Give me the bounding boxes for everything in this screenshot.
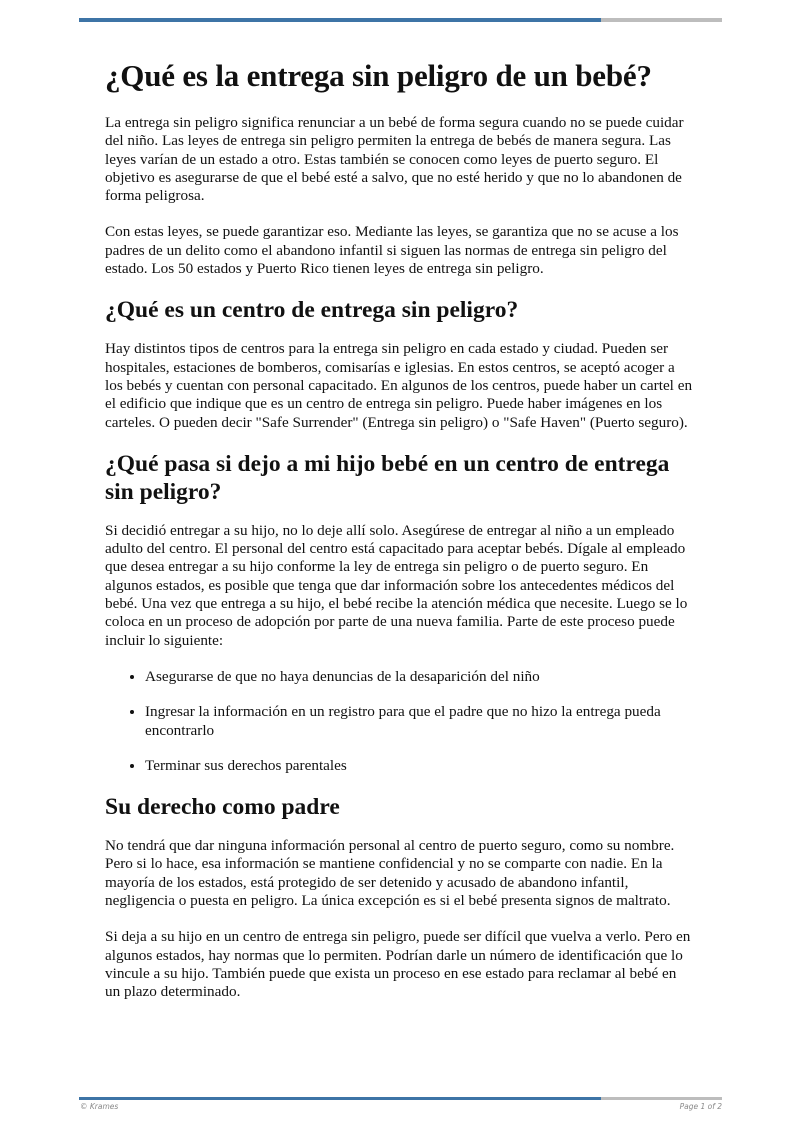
header-rule xyxy=(79,18,722,22)
process-list xyxy=(105,668,695,775)
section-heading: ¿Qué es un centro de entrega sin peligro? xyxy=(105,297,519,324)
section-paragraph: Si deja a su hijo en un centro de entrega sin peligro, puede ser difícil que vuelva a verlo. Pero en algunos estados, hay normas que lo permiten. Podrían darle un número de identificación que lo vincule a su hijo. También puede que exista un proceso en ese estado para reclamar al bebé en un plazo determinado. xyxy=(105,928,691,1001)
section-heading: Su derecho como padre xyxy=(105,794,340,821)
footer-rule-secondary xyxy=(601,1097,722,1100)
list-item: • Terminar sus derechos parentales xyxy=(145,757,695,775)
header-rule-secondary xyxy=(601,18,722,22)
document-body xyxy=(105,58,695,1020)
section-heading: ¿Qué pasa si dejo a mi hijo bebé en un centro de entrega sin peligro? xyxy=(105,450,670,505)
list-item: • Asegurarse de que no haya denuncias de la desaparición del niño xyxy=(145,668,695,686)
section-paragraph: Hay distintos tipos de centros para la entrega sin peligro en cada estado y ciudad. Pueden ser hospitales, estaciones de bomberos, comisarías e iglesias. En estos centros, se aceptó acoger a los bebés y cuentan con personal capacitado. En algunos de los centros, puede haber un cartel en el edificio que indique que es un centro de entrega sin peligro. Puede haber imágenes en los carteles. O pueden decir "Safe Surrender" (Entrega sin peligro) o "Safe Haven" (Puerto seguro). xyxy=(105,340,693,431)
page-number: Page 1 of 2 xyxy=(679,1102,722,1111)
section-paragraph: Si decidió entregar a su hijo, no lo deje allí solo. Asegúrese de entregar al niño a un empleado adulto del centro. El personal del centro está capacitado para aceptar bebés. Dígale al empleado que desea entregar a su hijo conforme la ley de entrega sin peligro o de puerto seguro. En algunos estados, es posible que tenga que dar información sobre los antecedentes médicos del bebé. Una vez que entrega a su hijo, el bebé recibe la atención médica que necesite. Luego se lo coloca en un proceso de adopción por parte de una nueva familia. Parte de este proceso puede incluir lo siguiente: xyxy=(105,521,688,649)
section-paragraph: No tendrá que dar ninguna información personal al centro de puerto seguro, como su nombre. Pero si lo hace, esa información se mantiene confidencial y no se comparte con nadie. En la mayoría de los estados, está protegido de ser detenido y acusado de abandono infantil, negligencia o puesta en peligro. La única excepción es si el bebé presenta signos de maltrato. xyxy=(105,837,675,910)
footer-rule-primary xyxy=(79,1097,601,1100)
header-rule-primary xyxy=(79,18,601,22)
intro-paragraph: Con estas leyes, se puede garantizar eso. Mediante las leyes, se garantiza que no se acuse a los padres de un delito como el abandono infantil si siguen las normas de entrega sin peligro del estado. Los 50 estados y Puerto Rico tienen leyes de entrega sin peligro. xyxy=(105,223,679,278)
list-item: • Ingresar la información en un registro para que el padre que no hizo la entrega pueda encontrarlo xyxy=(145,703,695,740)
footer-rule xyxy=(79,1097,722,1100)
copyright-text: © Krames xyxy=(80,1102,119,1111)
intro-paragraph: La entrega sin peligro significa renunciar a un bebé de forma segura cuando no se puede cuidar del niño. Las leyes de entrega sin peligro permiten la entrega de bebés de manera segura. Las leyes varían de un estado a otro. Estas también se conocen como leyes de puerto seguro. El objetivo es asegurarse de que el bebé esté a salvo, que no esté herido y que no lo abandonen de forma peligrosa. xyxy=(105,114,684,205)
page-title: ¿Qué es la entrega sin peligro de un bebé? xyxy=(105,58,652,93)
